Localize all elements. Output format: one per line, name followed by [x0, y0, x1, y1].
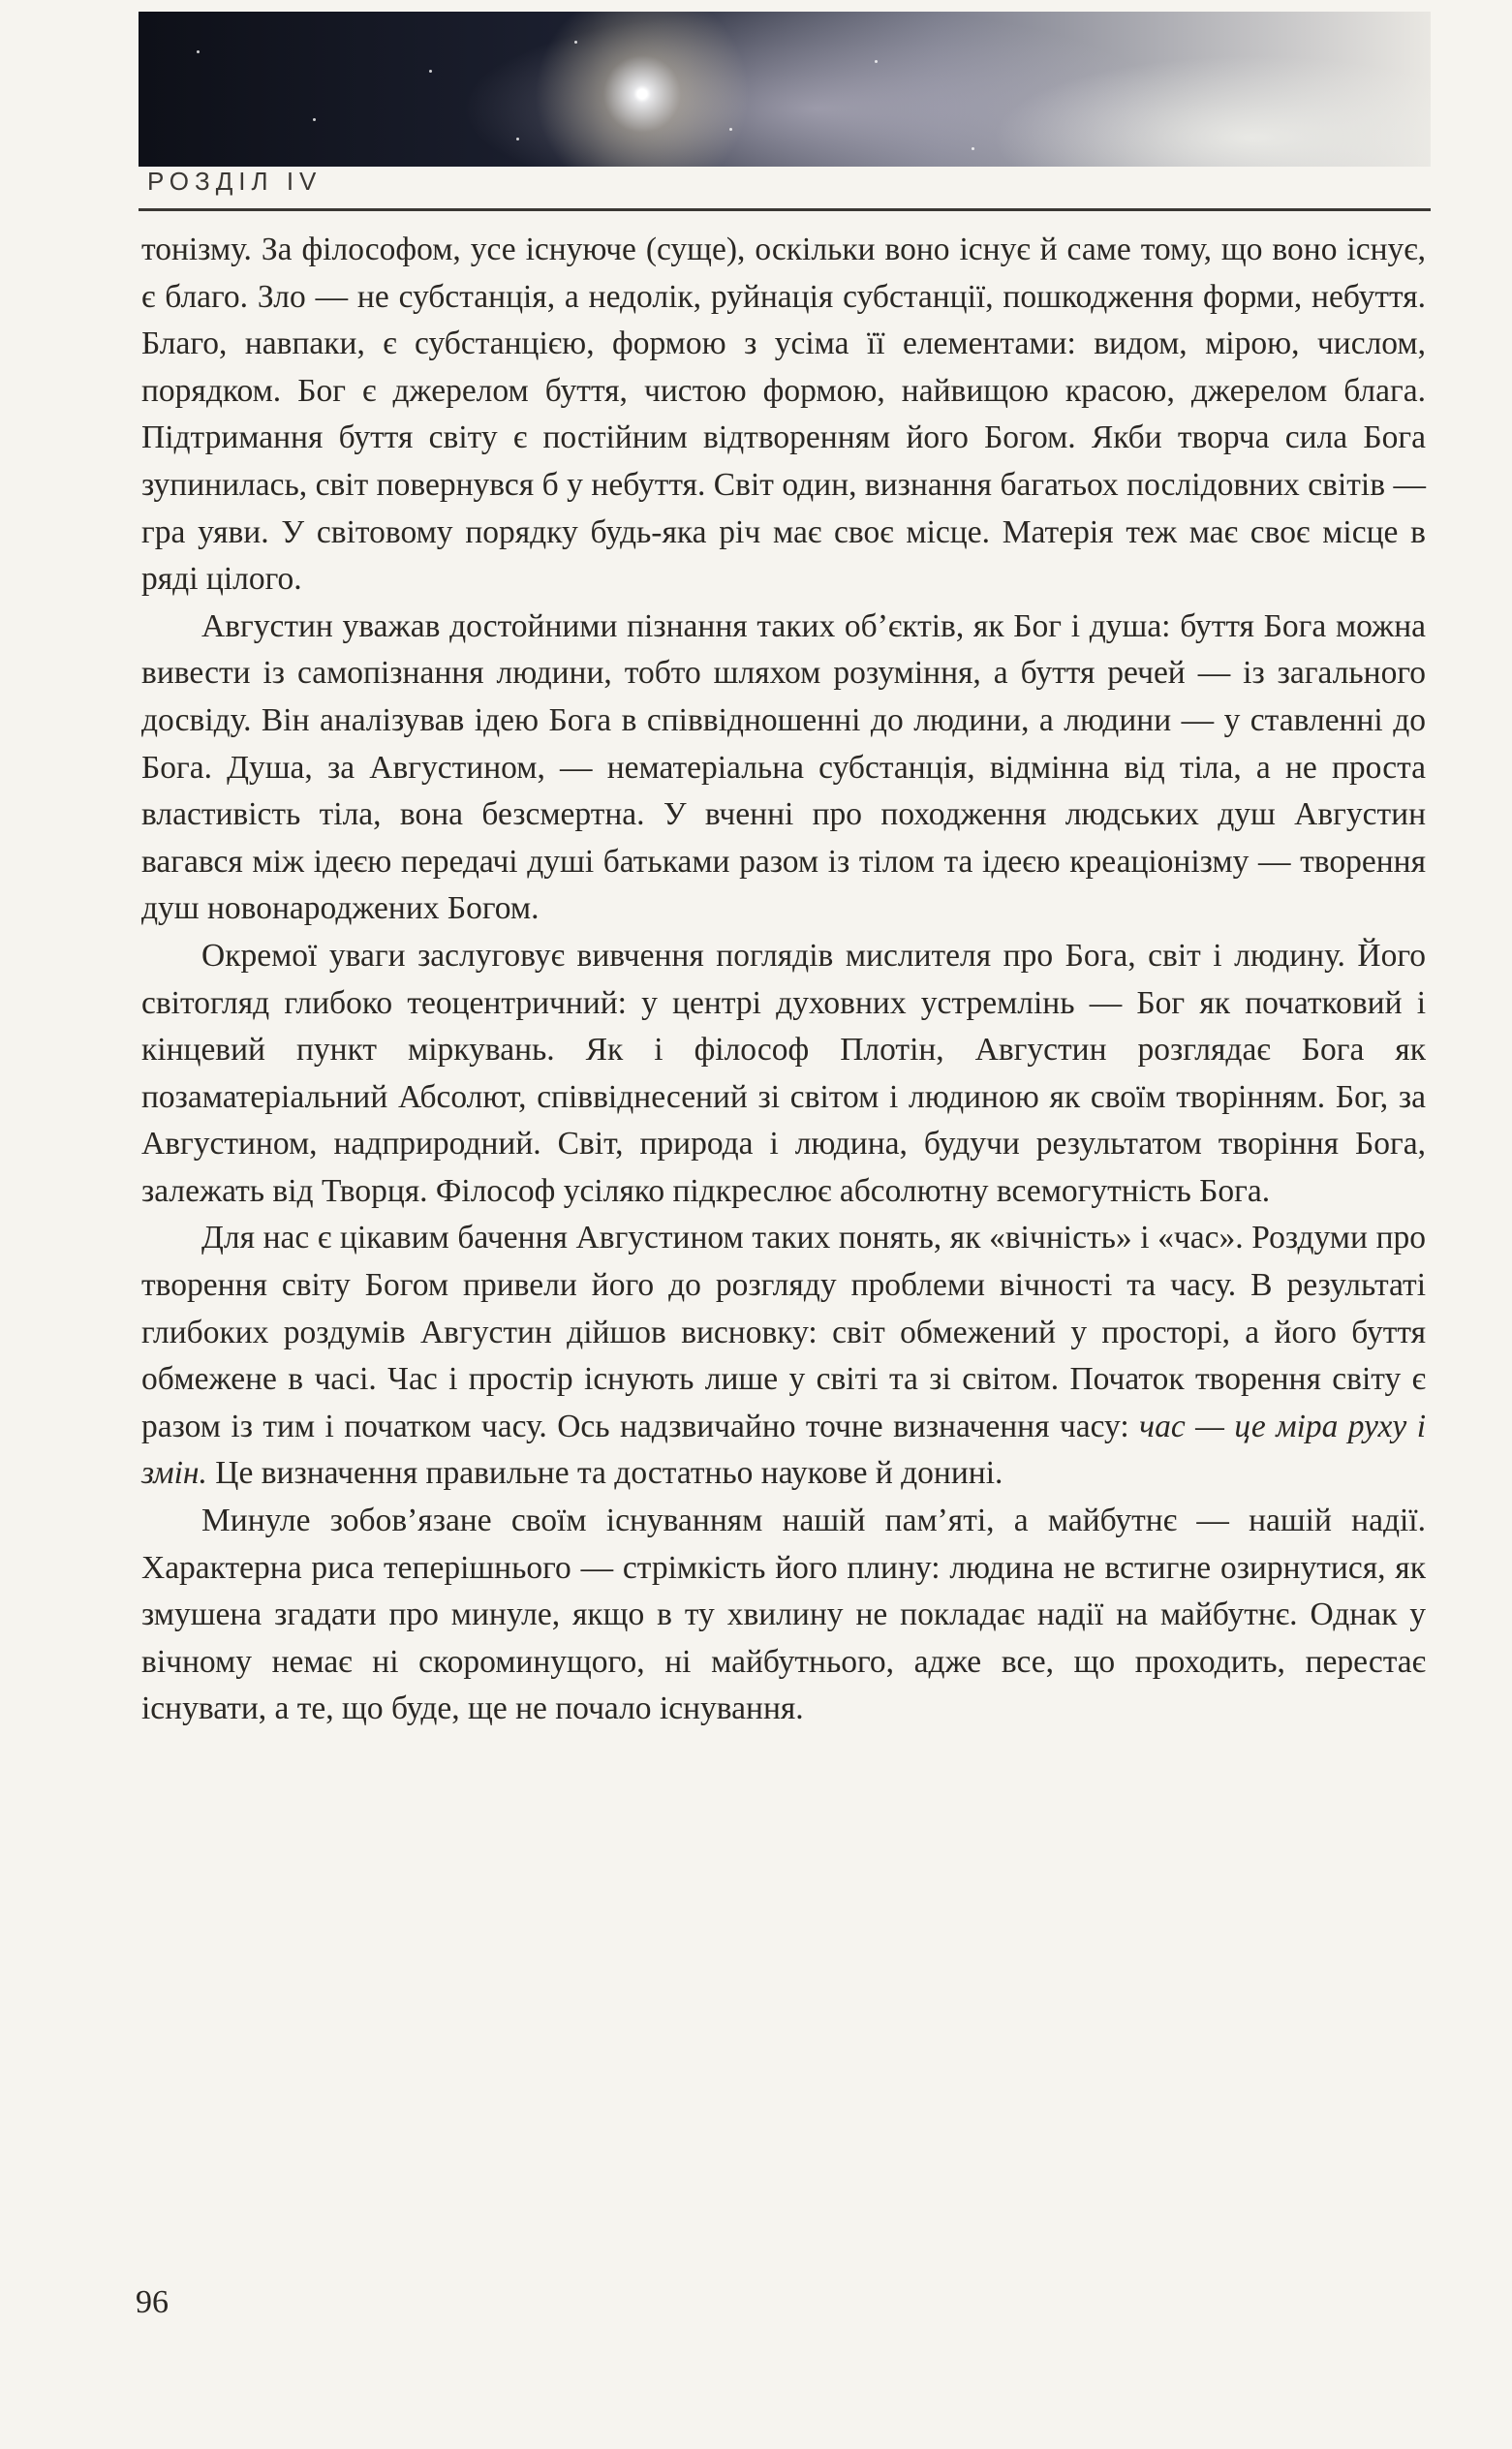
paragraph-5: Минуле зобов’язане своїм існуванням нашій пам’яті, а майбутнє — нашій надії. Характерна риса теперішнього — стрімкість його плину: людина не встигне озирнутися, як змушена згадати про минуле, якщо в ту хвилину не покладає надії на майбутнє. Однак у вічному немає ні скороминущого, ні майбутнього, адже все, що проходить, перестає існувати, а те, що буде, ще не почало існування. — [141, 1503, 1426, 1727]
paragraph-4-text: Для нас є цікавим бачення Августином таких понять, як «вічність» і «час». Роздуми про творення світу Богом привели його до розгляду проблеми вічності та часу. В результаті глибоких роздумів Августин дійшов висновку: світ обмежений у просторі, а його буття обмежене в часі. Час і простір існують лише у світі та зі світом. Початок творення світу є разом із тим і початком часу. Ось надзвичайно точне визначення часу: — [141, 1220, 1426, 1444]
starfield-banner-image — [139, 12, 1431, 167]
star — [574, 41, 577, 44]
paragraph-2: Августин уважав достойними пізнання таких об’єктів, як Бог і душа: буття Бога можна вивести із самопізнання людини, тобто шляхом розуміння, а буття речей — із загального досвіду. Він аналізував ідею Бога в співвідношенні до людини, а людини — у ставленні до Бога. Душа, за Августином, — нематеріальна субстанція, відмінна від тіла, а не проста властивість тіла, вона безсмертна. У вченні про походження людських душ Августин вагався між ідеєю передачі душі батьками разом із тілом та ідеєю креаціонізму — творення душ новонароджених Богом. — [141, 607, 1426, 927]
paragraph-1: тонізму. За філософом, усе існуюче (суще), оскільки воно існує й саме тому, що воно існує, є благо. Зло — не субстанція, а недолік, руйнація субстанції, пошкодження форми, небуття. Благо, навпаки, є субстанцією, формою з усіма її елементами: видом, мірою, числом, порядком. Бог є джерелом буття, чистою формою, найвищою красою, джерелом блага. Підтримання буття світу є постійним відтворенням його Богом. Якби творча сила Бога зупинилась, світ повернувся б у небуття. Світ один, визнання багатьох послідовних світів — гра уяви. У світовому порядку будь-яка річ має своє місце. Матерія теж має своє місце в ряді цілого. — [141, 232, 1426, 598]
star — [197, 50, 200, 53]
paragraph-4-text-end: Це визначення правильне та достатньо наукове й донині. — [206, 1455, 1003, 1492]
star — [972, 147, 974, 150]
header-rule — [139, 208, 1431, 211]
star — [313, 118, 316, 121]
star — [729, 128, 732, 131]
star — [429, 70, 432, 73]
star — [516, 138, 519, 140]
section-label: РОЗДІЛ IV — [147, 167, 323, 196]
time-definition-emphasis: час — це міра руху і змін. — [141, 1408, 1426, 1492]
paragraph-4 — [141, 1215, 1426, 1498]
paragraph-3: Окремої уваги заслуговує вивчення поглядів мислителя про Бога, світ і людину. Його світогляд глибоко теоцентричний: у центрі духовних устремлінь — Бог як початковий і кінцевий пункт міркувань. Як і філософ Плотін, Августин розглядає Бога як позаматеріальний Абсолют, співвіднесений зі світом і людиною як своїм творінням. Бог, за Августином, надприродний. Світ, природа і людина, будучи результатом творіння Бога, залежать від Творця. Філософ усіляко підкреслює абсолютну всемогутність Бога. — [141, 937, 1426, 1209]
page-number: 96 — [136, 2284, 169, 2320]
body-text — [141, 227, 1426, 1733]
star — [875, 60, 878, 63]
